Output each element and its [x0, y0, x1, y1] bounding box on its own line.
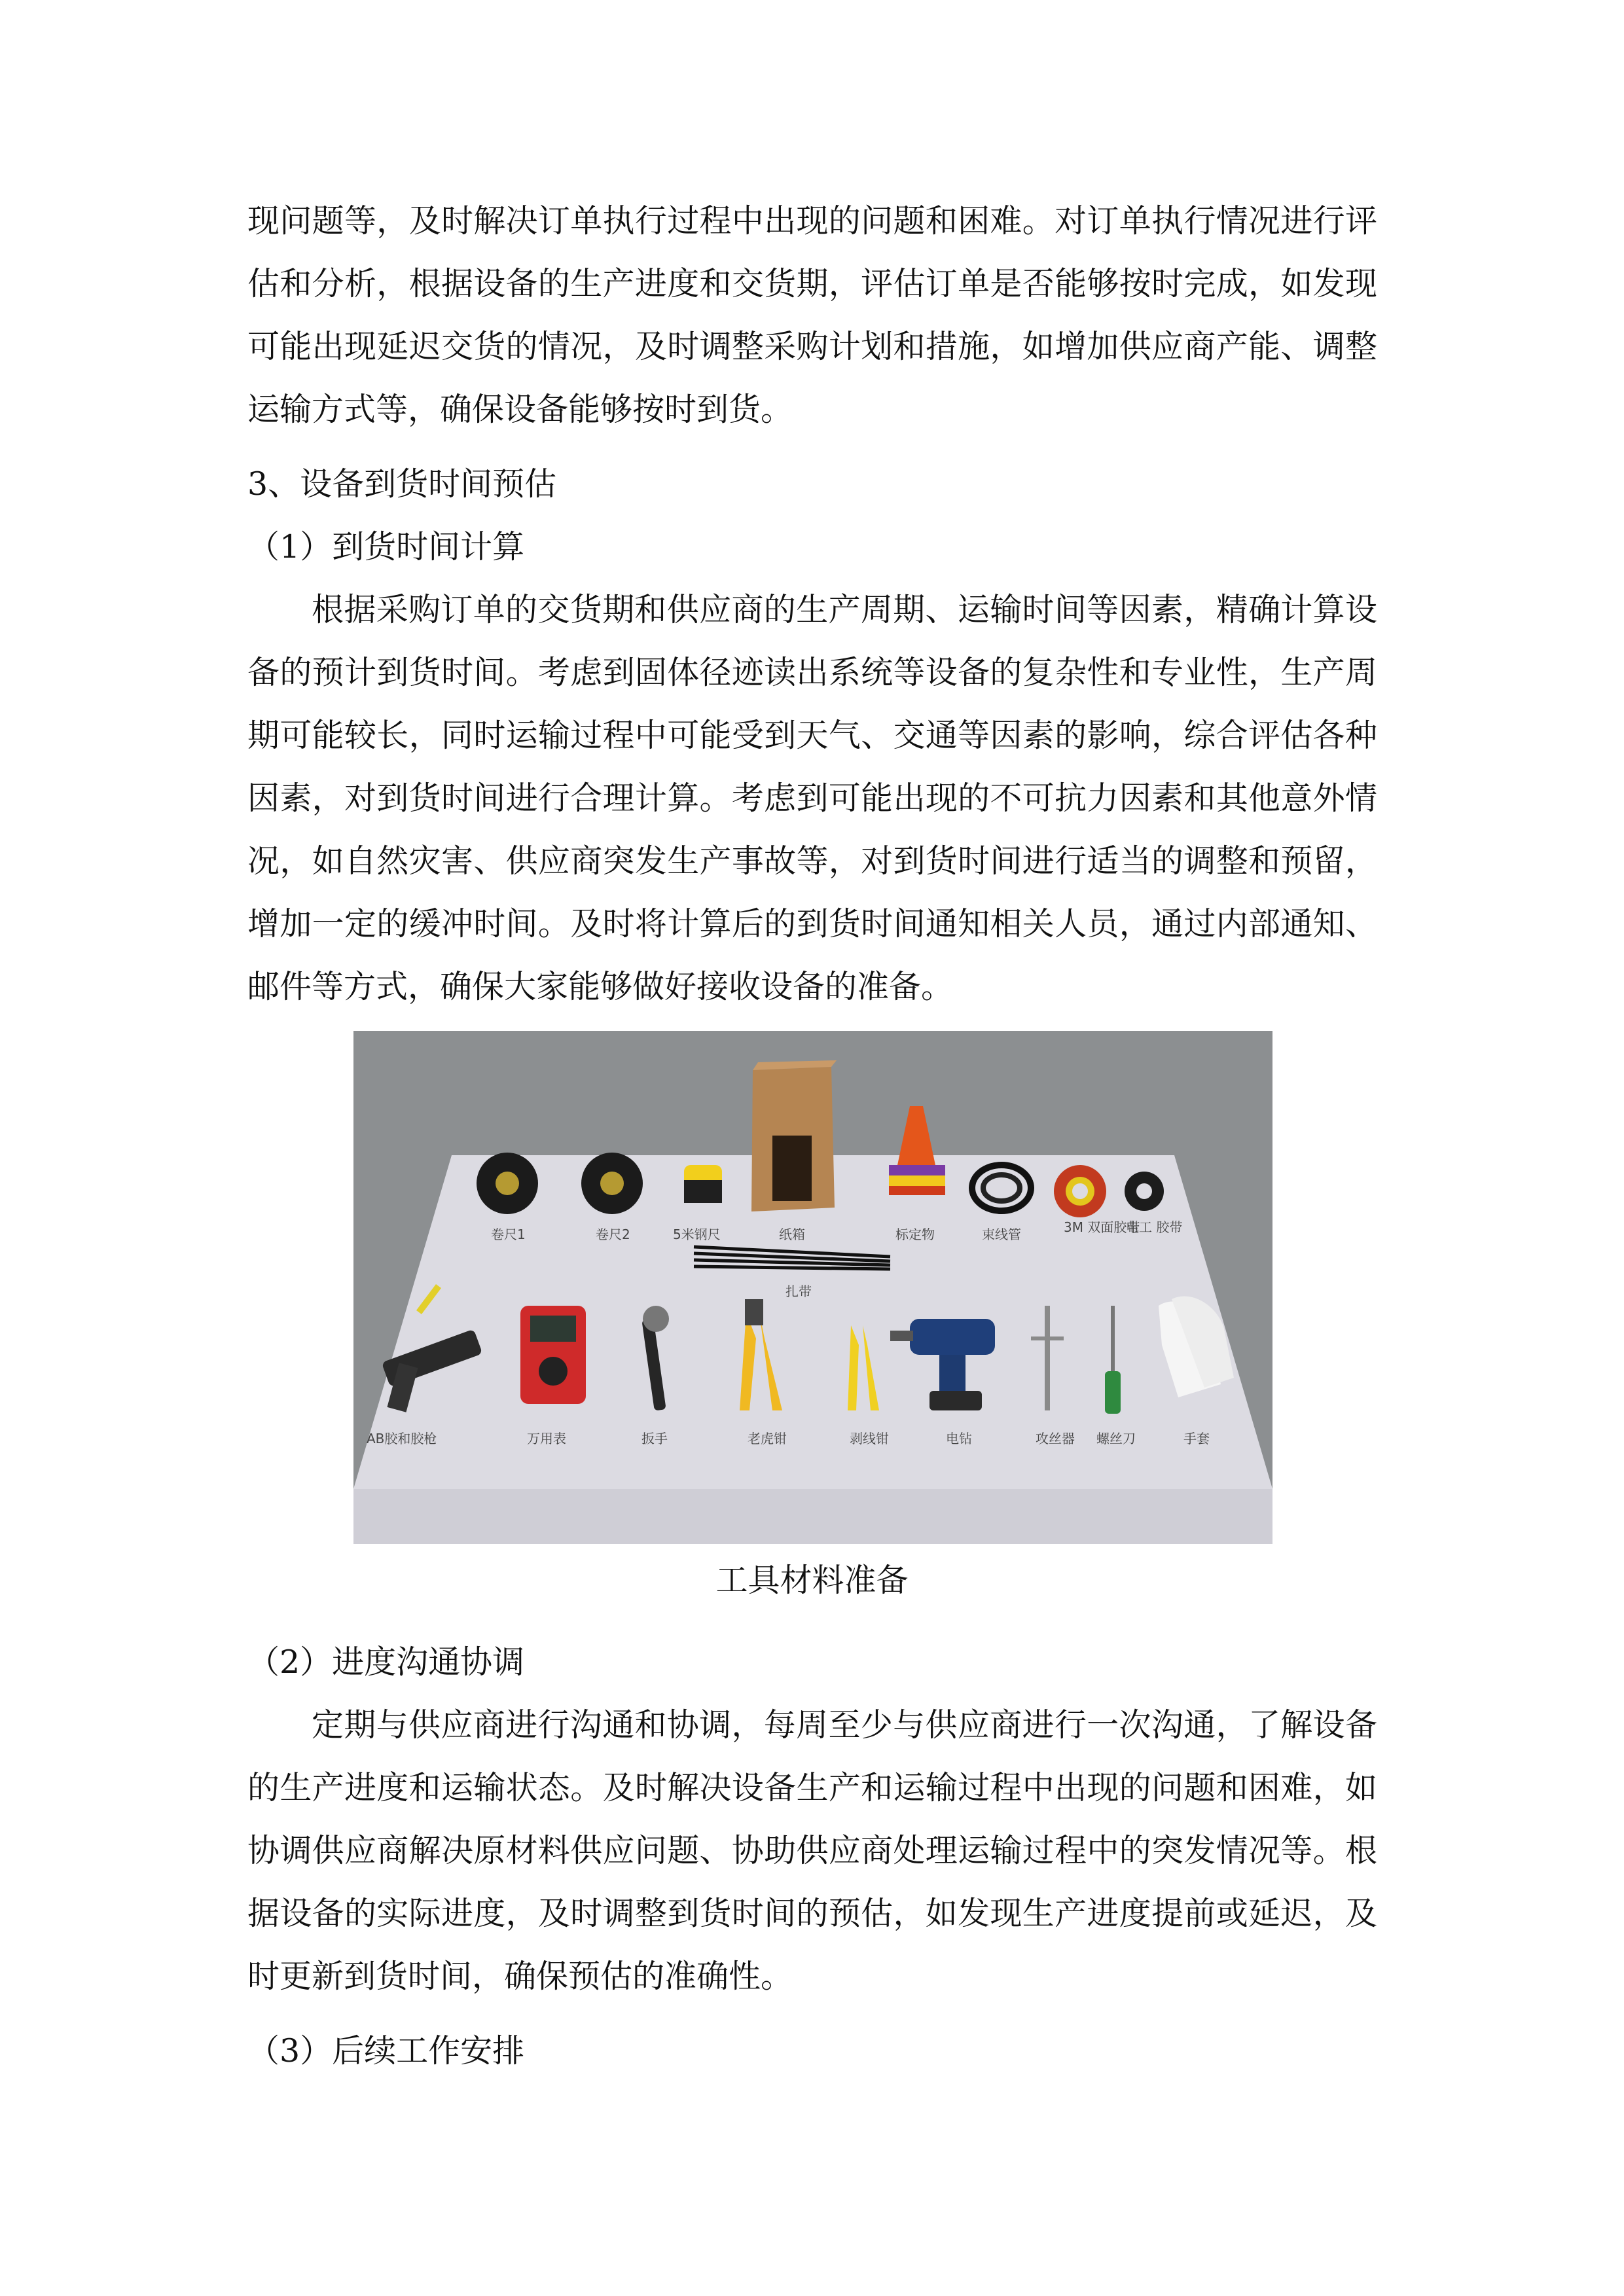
paragraph-order-evaluation: 现问题等，及时解决订单执行过程中出现的问题和困难。对订单执行情况进行评估和分析，根据设备的生产进度和交货期，评估订单是否能够按时完成，如发现可能出现延迟交货的情况，及时调整采购计划和措施，如增加供应商产能、调整运输方式等，确保设备能够按时到货。 [247, 202, 1377, 428]
label-meter: 万用表 [527, 1431, 566, 1446]
label-tape2: 卷尺2 [596, 1227, 630, 1242]
document-body-lower [247, 1631, 1377, 2083]
tools-photo [353, 1031, 1272, 1544]
label-glue: AB胶和胶枪 [367, 1431, 437, 1446]
tools-illustration [353, 1031, 1272, 1544]
label-tape5m: 5米钢尺 [673, 1227, 721, 1242]
steel-ruler-icon [684, 1165, 722, 1203]
cardboard-box-icon [751, 1060, 837, 1211]
label-tape3m: 3M 双面胶带 [1064, 1219, 1140, 1235]
section-heading: 3、设备到货时间预估 [247, 465, 557, 503]
label-tap: 攻丝器 [1036, 1431, 1075, 1446]
multimeter-icon [520, 1306, 586, 1404]
subsection-heading-3: （3）后续工作安排 [247, 2032, 525, 2070]
figure-caption: 工具材料准备 [715, 1562, 909, 1599]
label-eltape: 电工 胶带 [1126, 1219, 1183, 1235]
label-conduit: 束线管 [982, 1227, 1021, 1242]
label-cone: 标定物 [895, 1227, 935, 1242]
label-pliers: 老虎钳 [748, 1431, 787, 1446]
label-stripper: 剥线钳 [850, 1431, 889, 1446]
tape-measure-2-icon [581, 1153, 643, 1214]
label-box: 纸箱 [779, 1227, 805, 1242]
label-wrench: 扳手 [641, 1431, 668, 1446]
subsection-heading-1: （1）到货时间计算 [247, 528, 525, 565]
subsection-heading-2: （2）进度沟通协调 [247, 1643, 525, 1681]
label-screwdriver: 螺丝刀 [1096, 1431, 1136, 1446]
label-zipties: 扎带 [785, 1283, 812, 1299]
document-body [247, 190, 1377, 1018]
tape-measure-1-icon [477, 1153, 538, 1214]
label-tape1: 卷尺1 [491, 1227, 526, 1242]
paragraph-arrival-calculation: 根据采购订单的交货期和供应商的生产周期、运输时间等因素，精确计算设备的预计到货时间。考虑到固体径迹读出系统等设备的复杂性和专业性，生产周期可能较长，同时运输过程中可能受到天气、交通等因素的影响，综合评估各种因素，对到货时间进行合理计算。考虑到可能出现的不可抗力因素和其他意外情况，如自然灾害、供应商突发生产事故等，对到货时间进行适当的调整和预留，增加一定的缓冲时间。及时将计算后的到货时间通知相关人员，通过内部通知、邮件等方式，确保大家能够做好接收设备的准备。 [247, 591, 1377, 1005]
double-sided-tape-icon [1054, 1165, 1106, 1217]
paragraph-progress-communication: 定期与供应商进行沟通和协调，每周至少与供应商进行一次沟通，了解设备的生产进度和运输状态。及时解决设备生产和运输过程中出现的问题和困难，如协调供应商解决原材料供应问题、协助供应商处理运输过程中的突发情况等。根据设备的实际进度，及时调整到货时间的预估，如发现生产进度提前或延迟，及时更新到货时间，确保预估的准确性。 [247, 1706, 1377, 1995]
label-drill: 电钻 [946, 1431, 972, 1446]
label-gloves: 手套 [1183, 1431, 1210, 1446]
electrical-tape-icon [1125, 1172, 1164, 1211]
